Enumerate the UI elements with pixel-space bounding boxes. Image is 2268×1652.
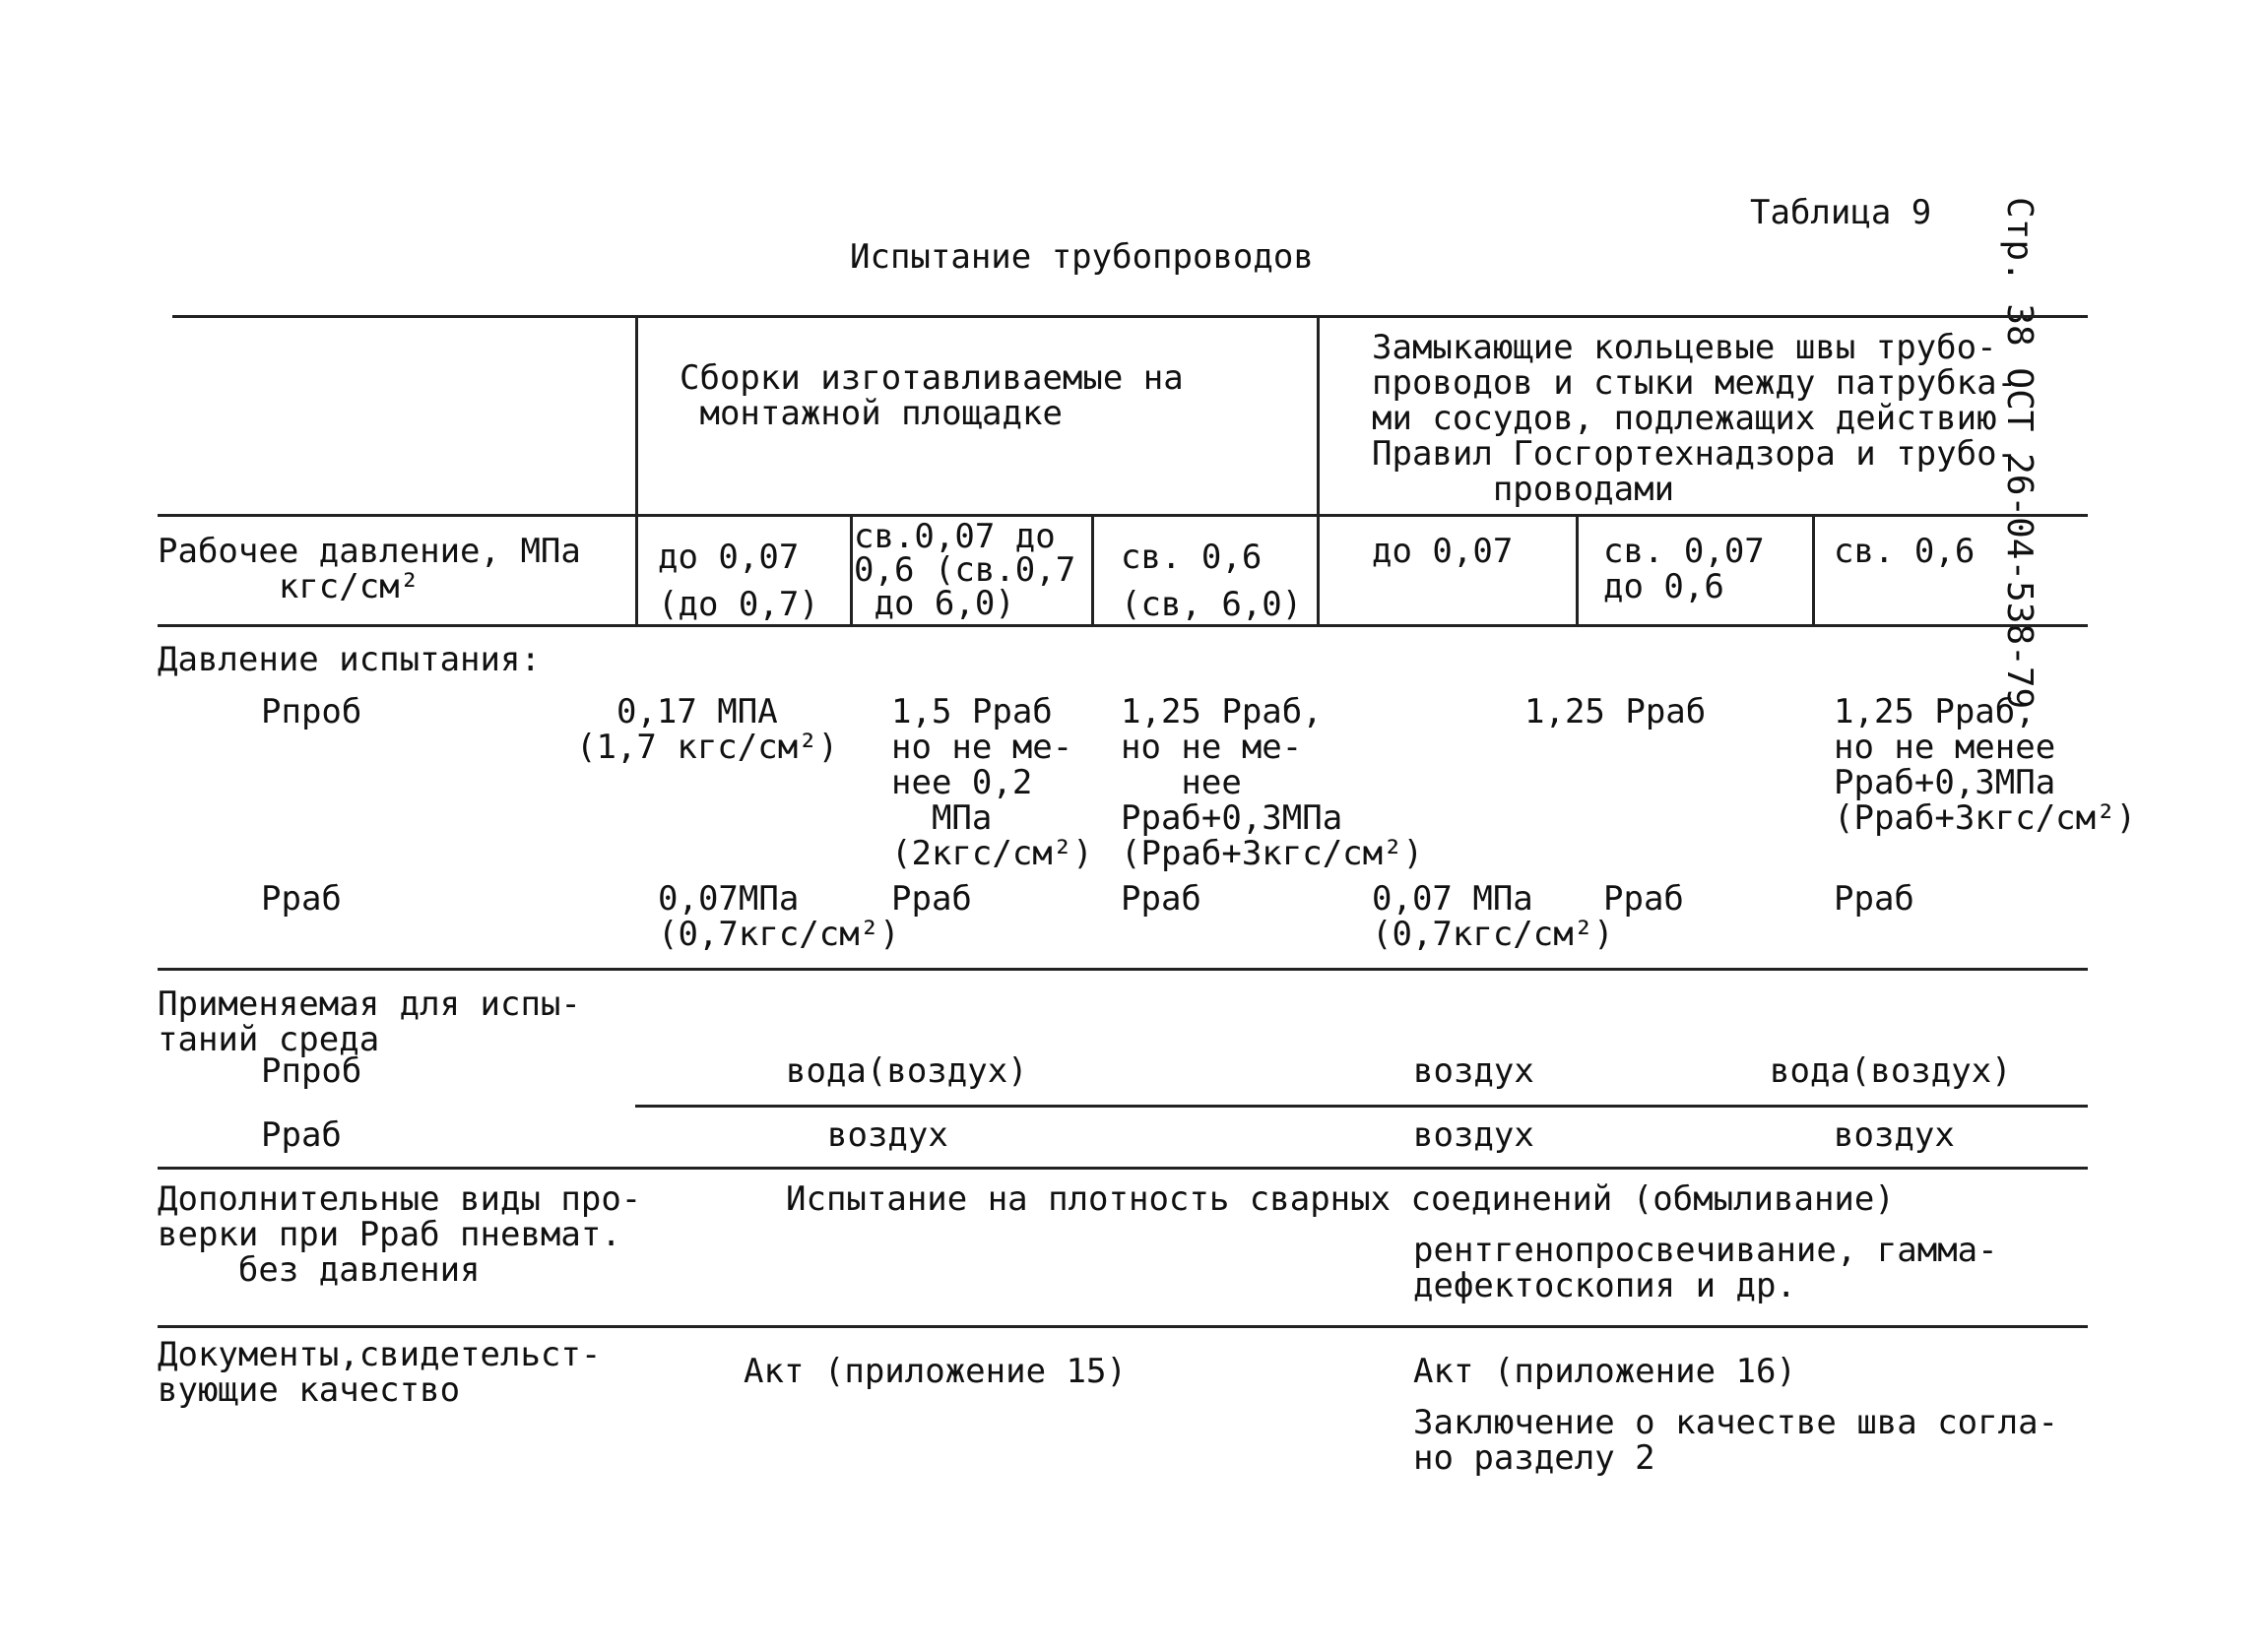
row-label-medium: Применяемая для испы- таний среда — [158, 985, 581, 1059]
cell-additional-b: рентгенопросвечивание, гамма- дефектоскопия и др. — [1413, 1231, 1998, 1305]
table-label: Таблица 9 — [1750, 193, 1932, 232]
cell-documents-b1: Акт (приложение 16) — [1413, 1352, 1796, 1391]
cell-ptest-a1: 0,17 МПА (1,7 кгс/см²) — [576, 692, 839, 767]
cell-wp-a3: св. 0,6 (св, 6,0) — [1121, 538, 1303, 624]
cell-pwork-b1: 0,07 МПа (0,7кгс/см²) — [1372, 879, 1614, 954]
cell-wp-a2: св.0,07 до 0,6 (св.0,7 до 6,0) — [854, 517, 1076, 623]
row-label-test-pressure: Давление испытания: — [158, 640, 541, 679]
cell-wp-b3: св. 0,6 — [1834, 532, 1976, 571]
side-reference: Стр. 38 ОСТ 26-04-538-79 — [1999, 197, 2040, 710]
cell-ptest-a2: 1,5 Рраб но не ме- нее 0,2 МПа (2кгс/см²) — [891, 692, 1093, 873]
row-sublabel-medium-p-test: Рпроб — [261, 1051, 362, 1091]
rule-additional-bottom — [158, 1325, 2088, 1328]
rule-v-group — [1317, 315, 1320, 624]
rule-v-b23 — [1812, 514, 1815, 624]
row-label-additional: Дополнительные виды про- верки при Рраб пневмат. без давления — [158, 1179, 642, 1290]
cell-pwork-a1: 0,07МПа (0,7кгс/см²) — [658, 879, 900, 954]
cell-pwork-a2: Рраб — [891, 879, 972, 919]
cell-ptest-b12: 1,25 Рраб — [1524, 692, 1707, 731]
row-sublabel-p-test: Рпроб — [261, 692, 362, 731]
cell-documents-b2: Заключение о качестве шва согла- но разделу 2 — [1413, 1403, 2059, 1478]
rule-test-bottom — [158, 968, 2088, 971]
rule-v-label — [635, 315, 638, 624]
cell-wp-b1: до 0,07 — [1372, 532, 1514, 571]
rule-v-a12 — [850, 514, 853, 624]
cell-pwork-b3: Рраб — [1834, 879, 1914, 919]
rule-header-bottom — [158, 514, 2088, 517]
row-sublabel-medium-p-work: Рраб — [261, 1115, 342, 1155]
cell-additional-all: Испытание на плотность сварных соединений (обмыливание) — [786, 1179, 1895, 1219]
rule-medium-mid — [635, 1105, 2088, 1108]
page-title: Испытание трубопроводов — [850, 237, 1314, 277]
cell-ptest-a3: 1,25 Рраб, но не ме- нее Рраб+0,3МПа (Рраб+3кгс/см²) — [1121, 692, 1424, 873]
cell-medium-pwork-a: воздух — [827, 1115, 948, 1155]
cell-medium-pwork-b3: воздух — [1834, 1115, 1955, 1155]
cell-pwork-b2: Рраб — [1603, 879, 1684, 919]
cell-wp-a1: до 0,07 (до 0,7) — [658, 538, 819, 624]
cell-medium-ptest-b12: воздух — [1413, 1051, 1534, 1091]
row-sublabel-p-work: Рраб — [261, 879, 342, 919]
rule-v-b12 — [1576, 514, 1579, 624]
row-label-documents: Документы,свидетельст- вующие качество — [158, 1335, 602, 1410]
rule-medium-bottom — [158, 1167, 2088, 1170]
cell-medium-ptest-b3: вода(воздух) — [1770, 1051, 2012, 1091]
row-label-working-pressure: Рабочее давление, МПа кгс/см² — [158, 532, 581, 606]
rule-top — [172, 315, 2088, 318]
col-header-assemblies: Сборки изготавливаемые на монтажной площадке — [680, 358, 1184, 433]
cell-medium-ptest-a: вода(воздух) — [786, 1051, 1028, 1091]
cell-pwork-a3: Рраб — [1121, 879, 1201, 919]
cell-medium-pwork-b12: воздух — [1413, 1115, 1534, 1155]
cell-wp-b2: св. 0,07 до 0,6 — [1603, 532, 1765, 606]
rule-v-a23 — [1091, 514, 1094, 624]
cell-documents-a: Акт (приложение 15) — [744, 1352, 1127, 1391]
col-header-closing-seams: Замыкающие кольцевые швы трубо- проводов и стыки между патрубка- ми сосудов, подлежащих действию Правил Госгортехнадзора и трубо- проводами — [1372, 328, 2018, 509]
cell-ptest-b3: 1,25 Рраб, но не менее Рраб+0,3МПа (Рраб+3кгс/см²) — [1834, 692, 2137, 838]
